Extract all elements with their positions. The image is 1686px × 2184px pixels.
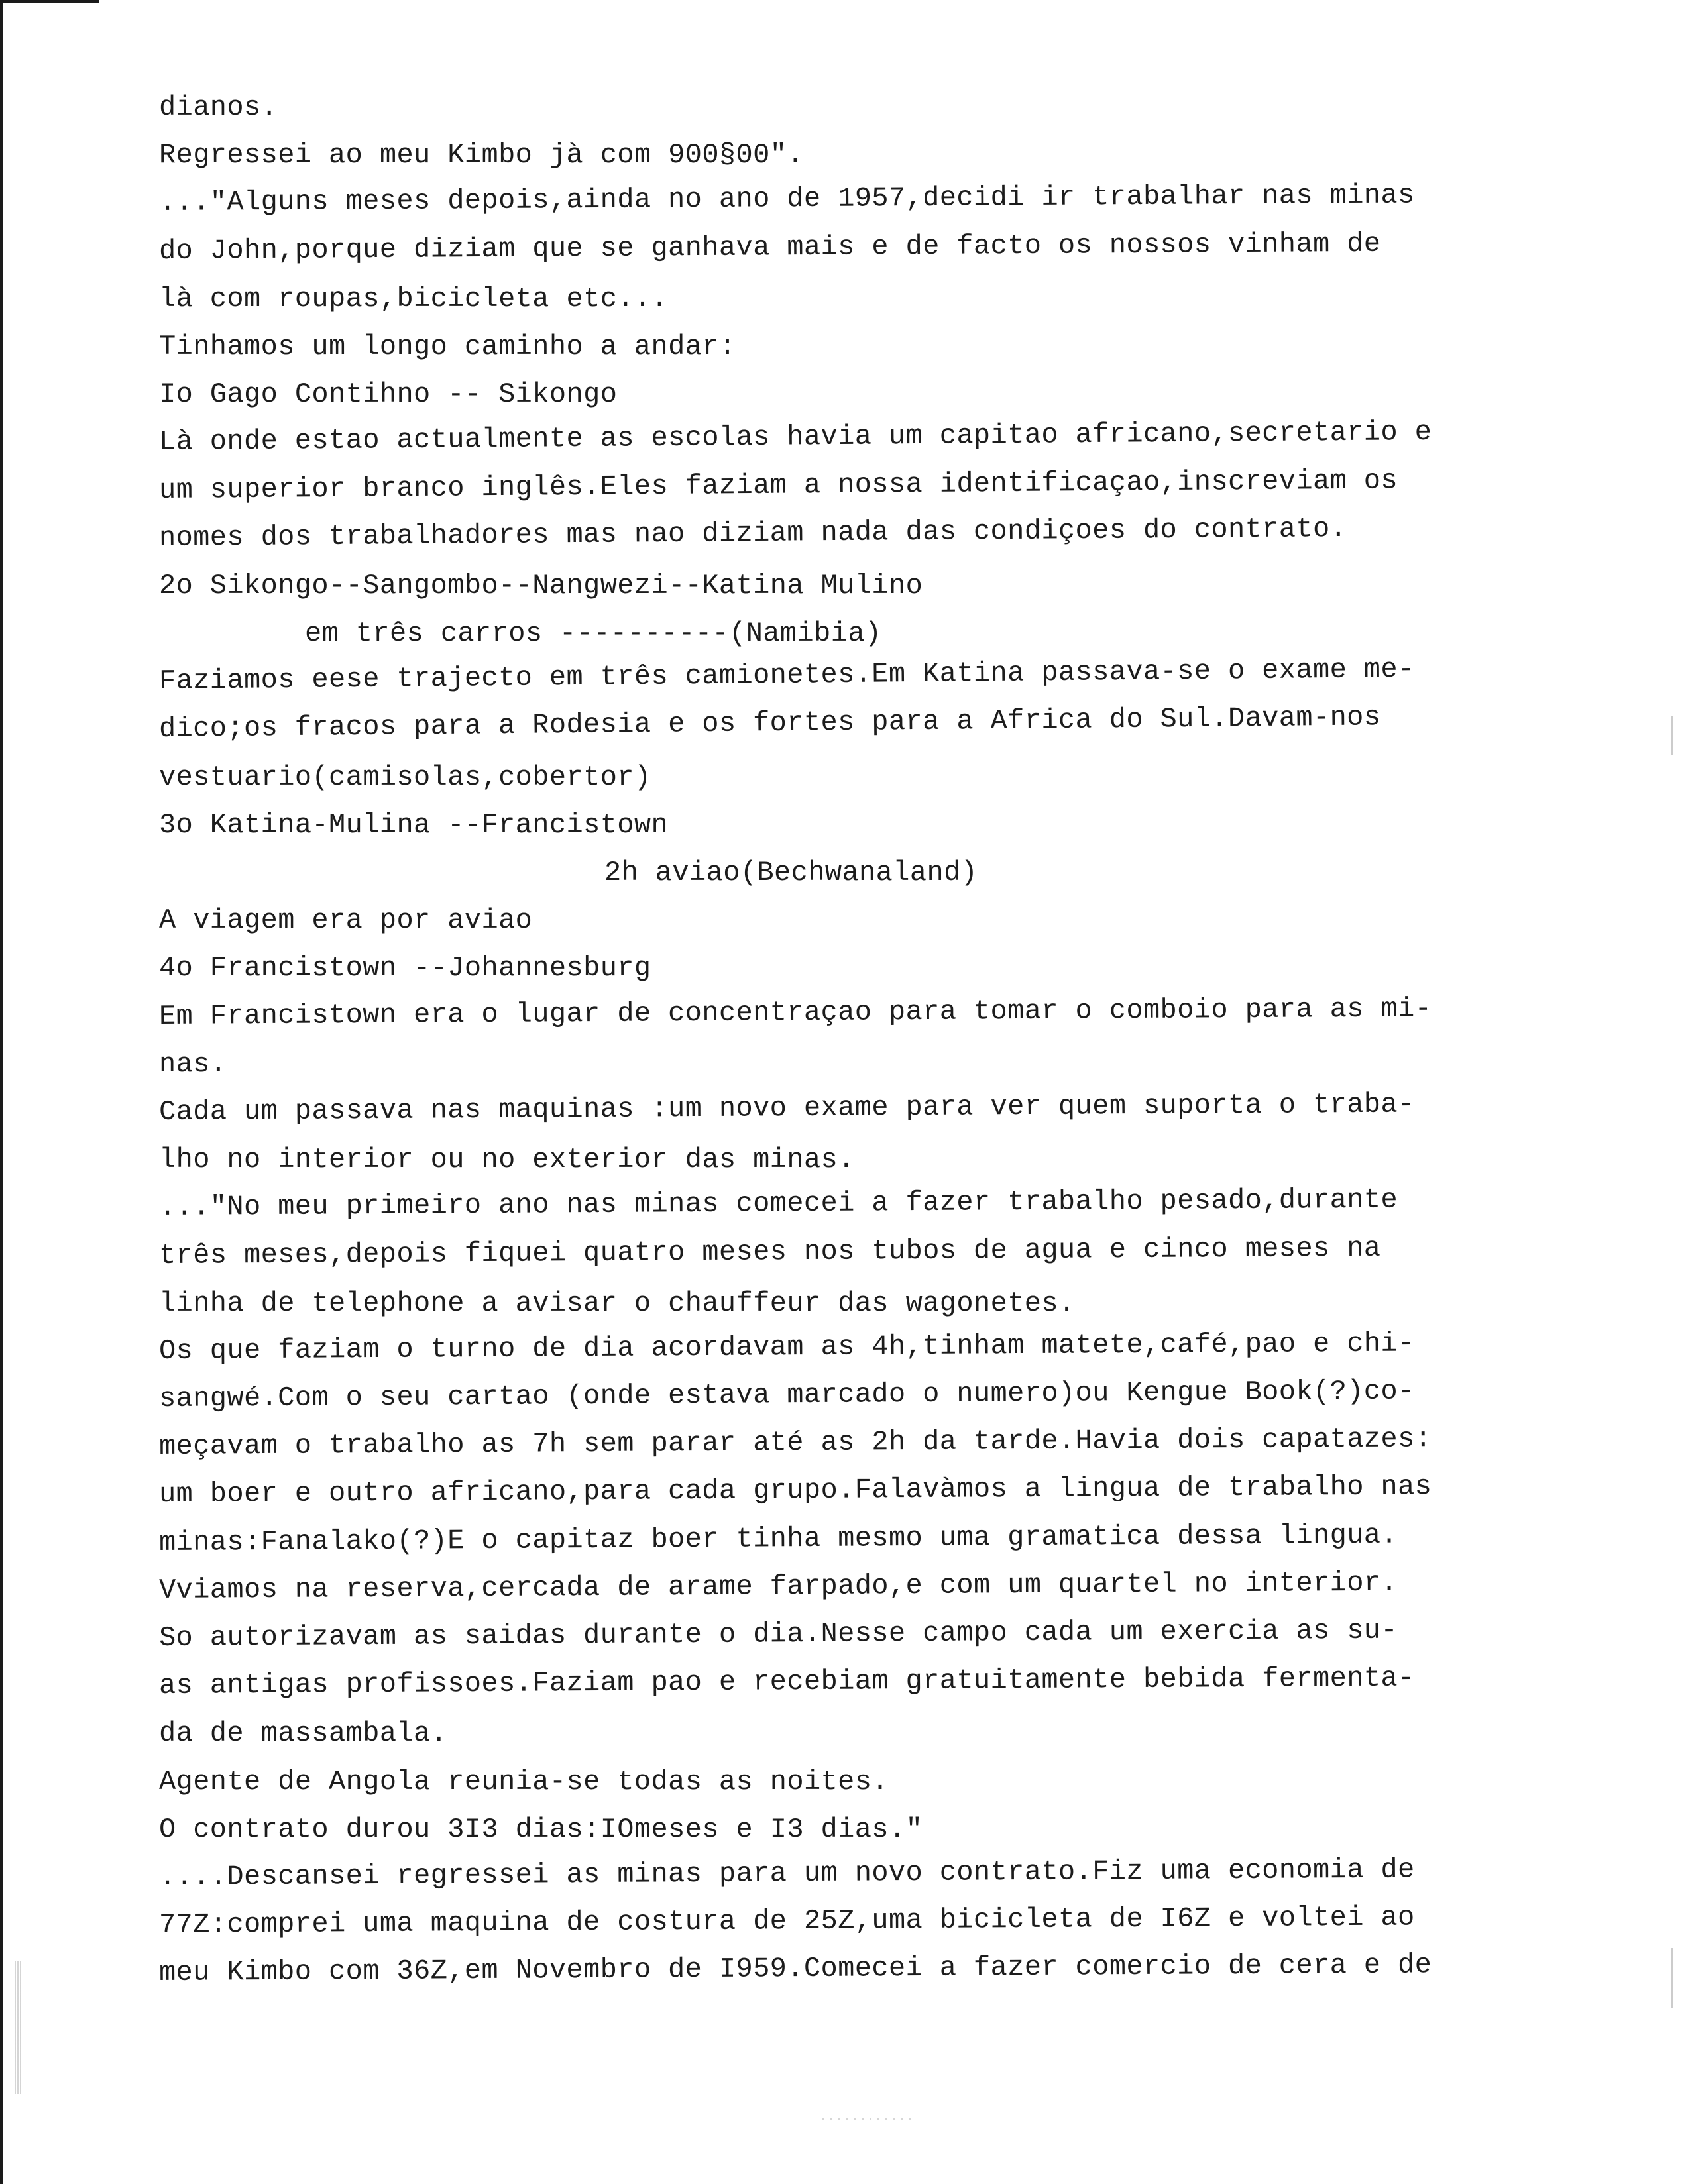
text-line: ..."Alguns meses depois,ainda no ano de 1957,decidi ir trabalhar nas minas	[158, 179, 1415, 219]
text-line: Agente de Angola reunia-se todas as noites.	[159, 1765, 889, 1798]
text-line: do John,porque diziam que se ganhava mais e de facto os nossos vinham de	[158, 227, 1381, 267]
text-line: nomes dos trabalhadores mas nao diziam nada das condiçoes do contrato.	[158, 512, 1347, 554]
text-line: 77Z:comprei uma maquina de costura de 25Z,uma bicicleta de I6Z e voltei ao	[158, 1901, 1415, 1941]
text-line: 4o Francistown --Johannesburg	[159, 952, 651, 985]
text-line: lho no interior ou no exterior das minas.	[159, 1144, 855, 1176]
text-line: 2h aviao(Bechwanaland)	[604, 857, 978, 889]
text-line: O contrato durou 3I3 dias:IOmeses e I3 dias."	[159, 1813, 923, 1845]
scan-artifact-bottom	[822, 2118, 915, 2120]
text-line: meçavam o trabalho as 7h sem parar até as 2h da tarde.Havia dois capatazes:	[158, 1423, 1432, 1463]
text-line: Là onde estao actualmente as escolas havia um capitao africano,secretario e	[158, 416, 1432, 459]
text-line: Cada um passava nas maquinas :um novo exame para ver quem suporta o traba-	[158, 1088, 1415, 1128]
text-line: Vviamos na reserva,cercada de arame farpado,e com um quartel no interior.	[158, 1566, 1398, 1606]
text-line: A viagem era por aviao	[159, 904, 533, 937]
text-line: Faziamos eese trajecto em três camionetes.Em Katina passava-se o exame me-	[158, 653, 1415, 698]
text-line: 3o Katina-Mulina --Francistown	[159, 808, 669, 841]
text-line: ....Descansei regressei as minas para um novo contrato.Fiz uma economia de	[158, 1853, 1415, 1893]
text-line: da de massambala.	[159, 1718, 448, 1750]
text-line: Em Francistown era o lugar de concentraçao para tomar o comboio para as mi-	[158, 992, 1432, 1032]
text-line: sangwé.Com o seu cartao (onde estava marcado o numero)ou Kengue Book(?)co-	[158, 1375, 1415, 1415]
scan-artifact-left	[15, 1961, 23, 2094]
text-line: So autorizavam as saidas durante o dia.Nesse campo cada um exercia as su-	[158, 1614, 1398, 1654]
page-edge-top	[0, 0, 99, 3]
text-line: là com roupas,bicicleta etc...	[159, 282, 669, 315]
text-line: Regressei ao meu Kimbo jà com 900§00".	[159, 139, 804, 172]
text-line: vestuario(camisolas,cobertor)	[159, 761, 651, 793]
text-line: Os que faziam o turno de dia acordavam as 4h,tinham matete,café,pao e chi-	[158, 1327, 1415, 1367]
page-edge-left	[0, 0, 3, 2184]
text-line: dianos.	[159, 91, 278, 123]
text-line: nas.	[159, 1048, 227, 1080]
text-line: em três carros ----------(Namibia)	[305, 618, 882, 650]
text-line: um boer e outro africano,para cada grupo.Falavàmos a lingua de trabalho nas	[158, 1470, 1432, 1511]
typewritten-text-block	[159, 83, 1650, 1997]
text-line: um superior branco inglês.Eles faziam a nossa identificaçao,inscreviam os	[158, 464, 1398, 506]
text-line: meu Kimbo com 36Z,em Novembro de I959.Comecei a fazer comercio de cera e de	[158, 1949, 1432, 1989]
text-line: Io Gago Contihno -- Sikongo	[159, 378, 618, 411]
text-line: Tinhamos um longo caminho a andar:	[159, 330, 736, 362]
text-line: 2o Sikongo--Sangombo--Nangwezi--Katina Mulino	[159, 569, 923, 602]
scan-artifact-right	[1671, 716, 1673, 755]
text-line: as antigas profissoes.Faziam pao e recebiam gratuitamente bebida fermenta-	[158, 1662, 1415, 1702]
text-line: ..."No meu primeiro ano nas minas comecei a fazer trabalho pesado,durante	[158, 1183, 1398, 1224]
text-line: dico;os fracos para a Rodesia e os fortes para a Africa do Sul.Davam-nos	[158, 701, 1381, 745]
scan-artifact-right-lower	[1671, 1948, 1673, 2008]
text-line: minas:Fanalako(?)E o capitaz boer tinha mesmo uma gramatica dessa lingua.	[158, 1519, 1398, 1558]
text-line: três meses,depois fiquei quatro meses nos tubos de agua e cinco meses na	[158, 1232, 1381, 1272]
text-line: linha de telephone a avisar o chauffeur das wagonetes.	[159, 1287, 1076, 1319]
